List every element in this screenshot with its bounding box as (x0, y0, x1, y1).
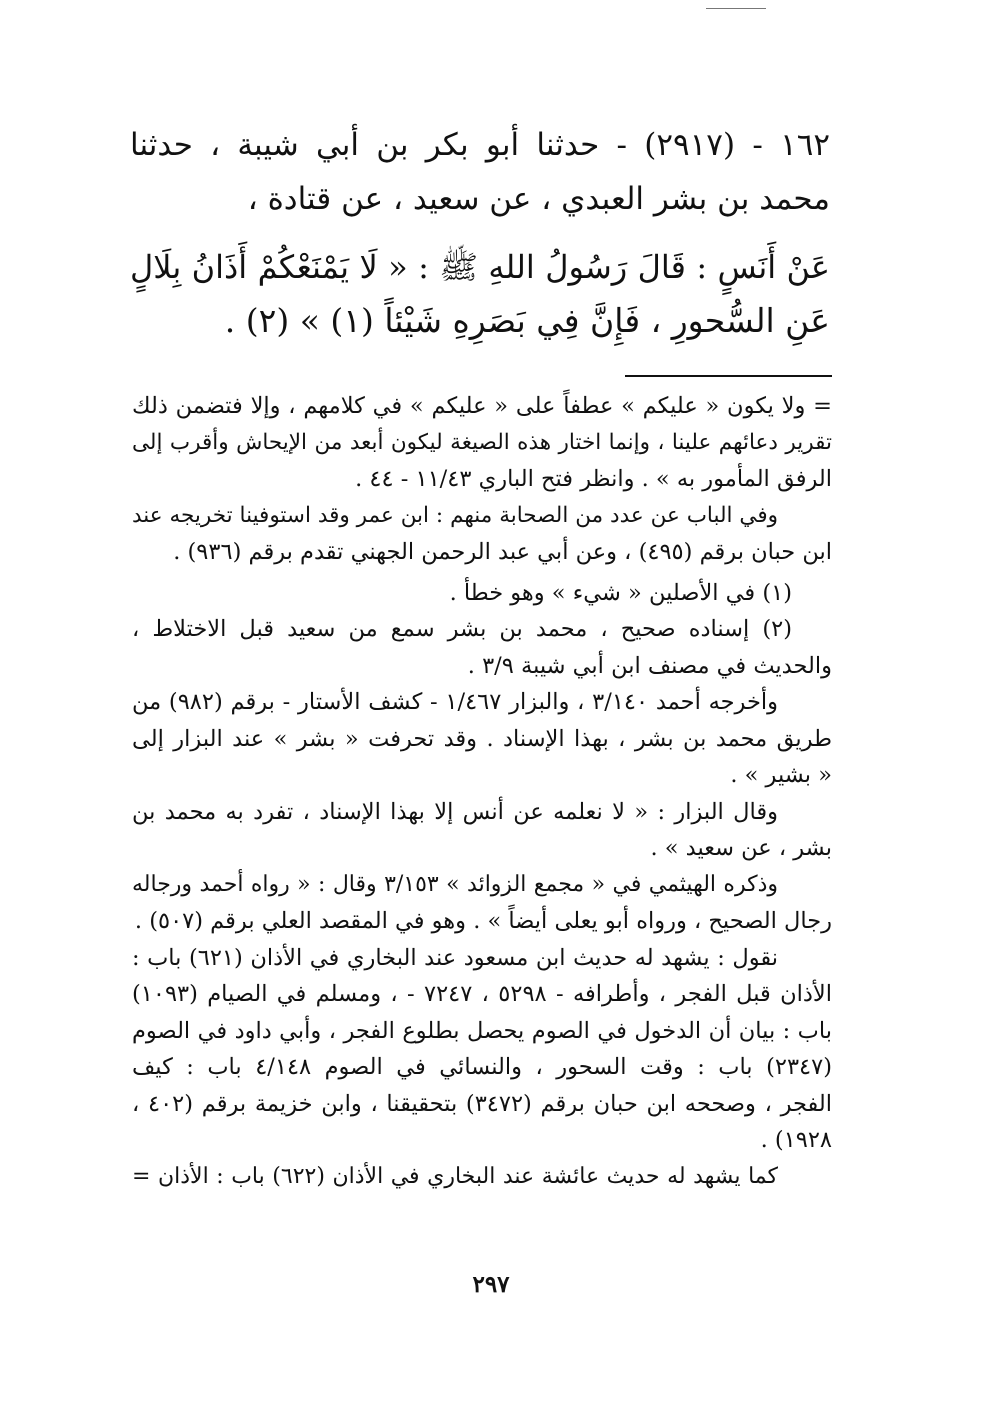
takhrij-line: طريق محمد بن بشر ، بهذا الإسناد . وقد تحرفت « بشر » عند البزار إلى (132, 725, 832, 752)
shawahid-line: (٢٣٤٧) باب : وقت السحور ، والنسائي في الصوم ٤/١٤٨ باب : كيف (132, 1054, 832, 1080)
footnote-2-line: والحديث في مصنف ابن أبي شيبة ٣/٩ . (467, 652, 832, 679)
footnotes (132, 388, 832, 1195)
shawahid-line: الفجر ، وصححه ابن حبان برقم (٣٤٧٢) بتحقيقنا ، وابن خزيمة برقم (٤٠٢ ، (132, 1090, 833, 1117)
chapter-note-line: ابن حبان برقم (٤٩٥) ، وعن أبي عبد الرحمن الجهني تقدم برقم (٩٣٦) . (173, 539, 832, 565)
haythami-line: رجال الصحيح ، ورواه أبو يعلى أيضاً » . وهو في المقصد العلي برقم (٥٠٧) . (134, 908, 832, 934)
footnote-1: (١) في الأصلين « شيء » وهو خطأ . (449, 579, 792, 606)
isnad-line: محمد بن بشر العبدي ، عن سعيد ، عن قتادة ، (247, 181, 830, 217)
footnote-continuation-line: = ولا يكون « عليكم » عطفاً على « عليكم » في كلامهم ، وإلا فتضمن ذلك (132, 393, 832, 419)
takhrij-line: « بشير » . (730, 762, 832, 788)
footnote-2-line: (٢) إسناده صحيح ، محمد بن بشر سمع من سعيد قبل الاختلاط ، (132, 616, 792, 642)
takhrij-line: وأخرجه أحمد ٣/١٤٠ ، والبزار ١/٤٦٧ - كشف الأستار - برقم (٩٨٢) من (132, 689, 778, 715)
chapter-note-line: وفي الباب عن عدد من الصحابة منهم : ابن عمر وقد استوفينا تخريجه عند (132, 502, 778, 528)
footnote-continuation-line: تقرير دعائهم علينا ، وإنما اختار هذه الصيغة ليكون أبعد من الإيحاش وأقرب إلى (132, 429, 832, 455)
main-text (130, 118, 830, 348)
shawahid-line: باب : بيان أن الدخول في الصوم يحصل بطلوع الفجر ، وأبي داود في الصوم (132, 1017, 832, 1044)
isnad-line: ١٦٢ - (٢٩١٧) - حدثنا أبو بكر بن أبي شيبة ، حدثنا (130, 127, 831, 163)
top-rule (706, 8, 766, 9)
shawahid-line: نقول : يشهد له حديث ابن مسعود عند البخاري في الأذان (٦٢١) باب : (132, 944, 778, 971)
shawahid-line: ١٩٢٨) . (760, 1127, 832, 1153)
matn-line: عَنِ السُّحورِ ، فَإِنَّ فِي بَصَرِهِ شَيْئاً (١) » (٢) . (224, 301, 830, 340)
hadith-matn (130, 240, 830, 348)
matn-line: عَنْ أَنَسٍ : قَالَ رَسُولُ اللهِ ﷺ : « لَا يَمْنَعْكُمْ أَذَانُ بِلَالٍ (130, 248, 830, 286)
bazzar-line: وقال البزار : « لا نعلمه عن أنس إلا بهذا الإسناد ، تفرد به محمد بن (132, 798, 778, 825)
page-number: ٢٩٧ (472, 1271, 510, 1298)
footnote-separator (625, 375, 832, 377)
haythami-line: وذكره الهيثمي في « مجمع الزوائد » ٣/١٥٣ وقال : « رواه أحمد ورجاله (132, 871, 778, 897)
footnote-continuation-line: الرفق المأمور به » . وانظر فتح الباري ١١/٤٣ - ٤٤ . (355, 466, 832, 492)
aisha-line: كما يشهد له حديث عائشة عند البخاري في الأذان (٦٢٢) باب : الأذان = (132, 1163, 778, 1189)
bazzar-line: بشر ، عن سعيد » . (650, 835, 832, 861)
shawahid-line: الأذان قبل الفجر ، وأطرافه - ٥٢٩٨ ، ٧٢٤٧ - ، ومسلم في الصيام (١٠٩٣) (132, 981, 832, 1007)
